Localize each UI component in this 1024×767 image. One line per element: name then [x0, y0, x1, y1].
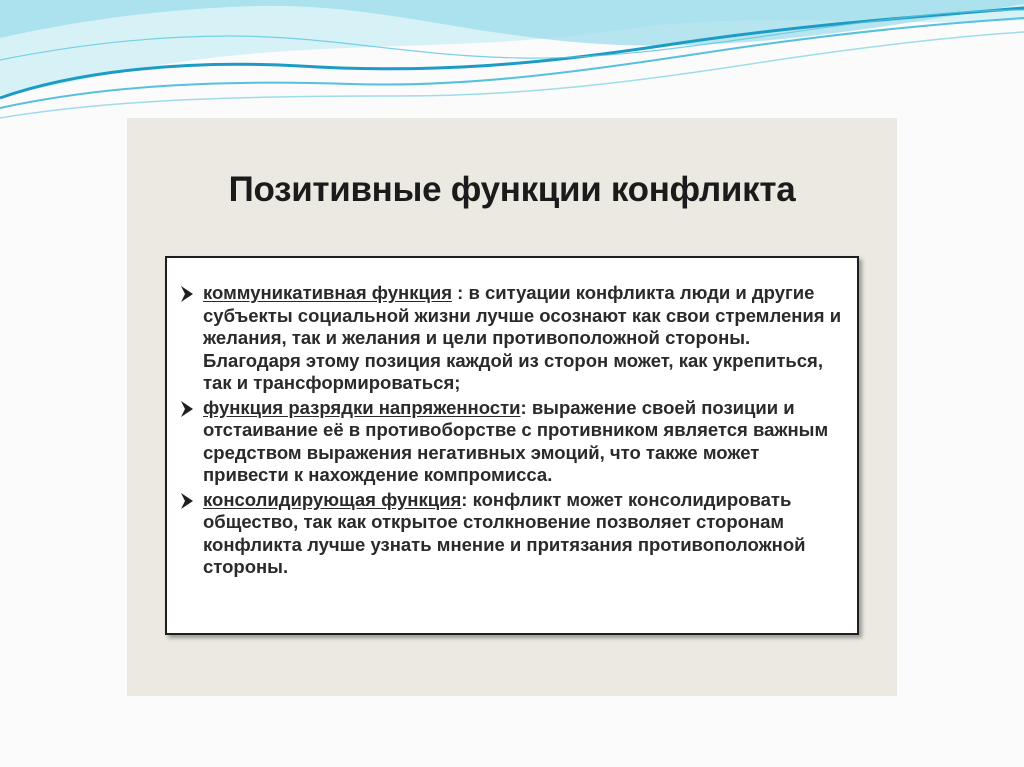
functions-text-box — [165, 256, 859, 635]
list-item-consolidating — [177, 489, 847, 579]
list-item-communicative — [177, 282, 847, 395]
bullet-text — [203, 282, 847, 395]
bullet-description: выражение своей позиции и отстаивание её в противоборстве с противником является важным средством выражения негативных эмоций, что также может привести к нахождение компромисса. — [203, 396, 829, 485]
bullet-description: в ситуации конфликта люди и другие субъекты социальной жизни лучше осознают как свои стремления и желания, так и желания и цели противоположной стороны. Благодаря этому позиция каждой из сторон может, как укрепиться, так и трансформироваться; — [203, 282, 842, 393]
bullet-text — [203, 397, 847, 487]
functions-list — [167, 258, 857, 579]
bullet-term: консолидирующая функция — [203, 488, 462, 510]
bullet-term: коммуникативная функция — [203, 282, 452, 303]
bullet-separator: : — [461, 488, 473, 510]
arrowhead-bullet-icon — [177, 490, 203, 512]
bullet-separator: : — [520, 396, 532, 418]
bullet-description: конфликт может консолидировать общество, так как открытое столкновение позволяет сторонам конфликта лучше узнать мнение и притязания противоположной стороны. — [203, 488, 806, 577]
decorative-wave-header — [0, 0, 1024, 130]
slide-card — [127, 118, 897, 696]
bullet-term: функция разрядки напряженности — [203, 396, 521, 418]
arrowhead-bullet-icon — [177, 283, 203, 305]
bullet-separator: : — [452, 282, 469, 303]
slide-title: Позитивные функции конфликта — [228, 170, 796, 209]
list-item-tension-release — [177, 397, 847, 487]
bullet-text — [203, 489, 847, 579]
arrowhead-bullet-icon — [177, 398, 203, 420]
